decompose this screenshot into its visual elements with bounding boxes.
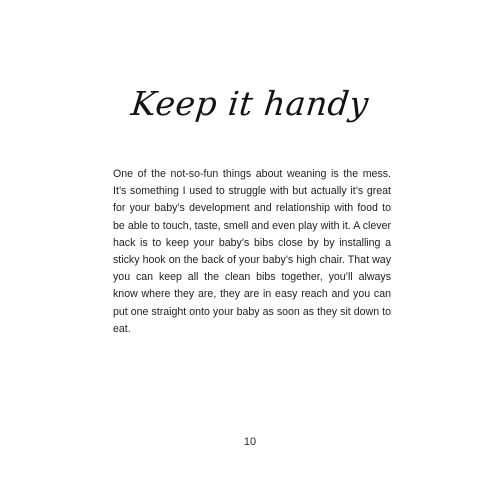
- body-paragraph: One of the not-so-fun things about weaning is the mess. It’s something I used to struggle with but actually it’s great for your baby’s development and relationship with food to be able to touch, taste, smell and even play with it. A clever hack is to keep your baby’s bibs close by by installing a sticky hook on the back of your baby’s high chair. That way you can keep all the clean bibs together, you’ll always know where they are, they are in easy reach and you can put one straight onto your baby as soon as they sit down to eat.: [113, 168, 391, 335]
- page-number: 10: [243, 436, 257, 448]
- page-title: Keep it handy: [129, 84, 371, 123]
